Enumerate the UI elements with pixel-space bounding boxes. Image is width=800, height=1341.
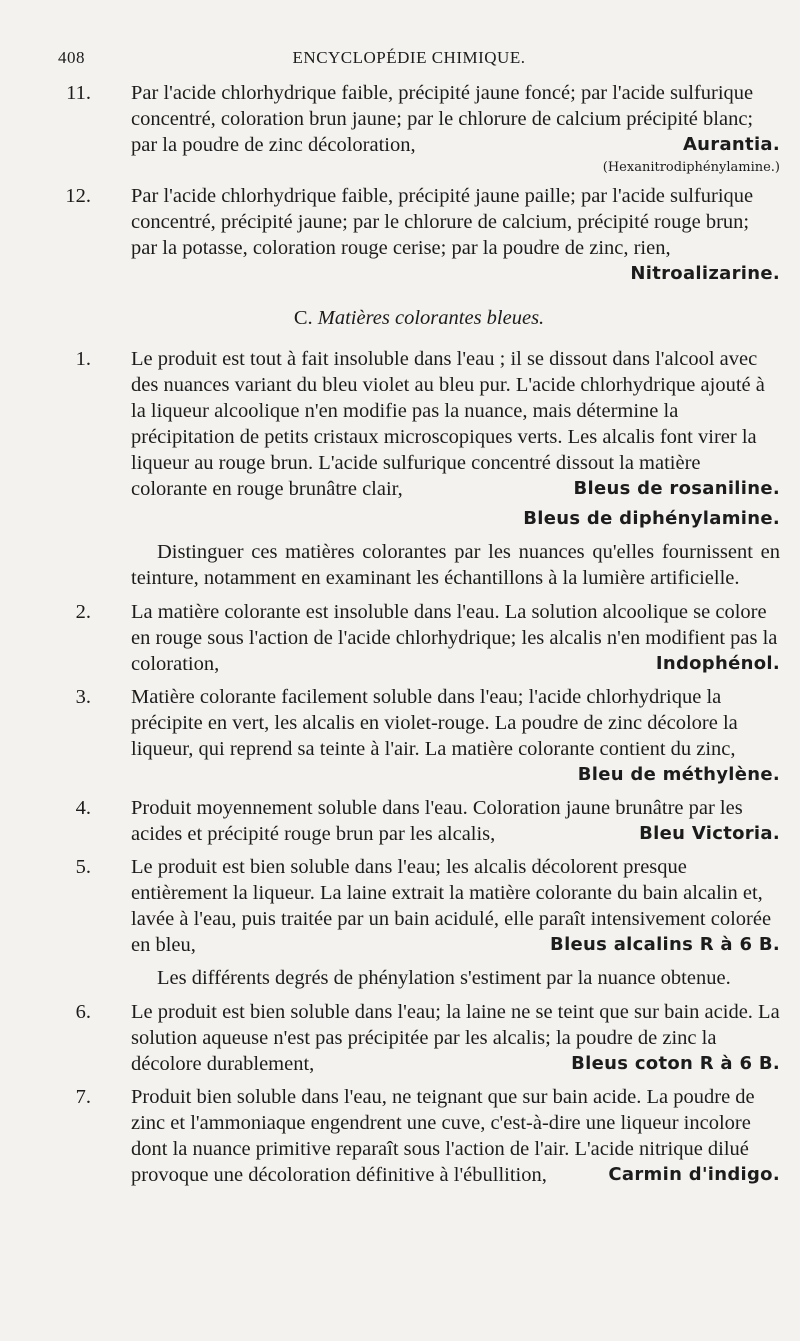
entry-text: Le produit est bien soluble dans l'eau; les alcalis décolorent presque entièrement la liqueur. La laine extrait la matière colorante du bain alcalin et, lavée à l'eau, puis traitée par un bain acidulé, elle paraît intensivement colorée en bleu, [131, 856, 772, 956]
entry-text: Par l'acide chlorhydrique faible, précipité jaune paille; par l'acide sulfurique concentré, précipité jaune; par le chlorure de calcium, précipité rouge brun; par la potasse, coloration rouge cerise; par la poudre de zinc, rien, [131, 185, 754, 259]
dye-name: Bleus de rosaniline. [573, 478, 780, 499]
dye-name: Nitroalizarine. [630, 263, 780, 284]
entry-3 [58, 684, 780, 788]
dye-name: Bleus alcalins R à 6 B. [550, 934, 780, 955]
section-letter: C. [293, 307, 313, 329]
entry-4 [58, 795, 780, 847]
page-header [58, 44, 760, 70]
entry-number: 12. [65, 185, 91, 207]
entry-number: 6. [75, 1001, 91, 1023]
dye-name: Bleu Victoria. [639, 823, 780, 844]
page-body [58, 80, 780, 1195]
entry-text: Produit moyennement soluble dans l'eau. Coloration jaune brunâtre par les acides et précipité rouge brun par les alcalis, [131, 797, 743, 845]
dye-subname: (Hexanitrodiphénylamine.) [602, 160, 780, 175]
entry-text: Produit bien soluble dans l'eau, ne teignant que sur bain acide. La poudre de zinc et l'ammoniaque engendrent une cuve, c'est-à-dire une liqueur incolore dont la nuance primitive reparaît sous l'action de l'air. L'acide nitrique dilué provoque une décoloration définitive à l'ébullition, [131, 1086, 755, 1186]
entry-number: 11. [66, 82, 91, 104]
dye-name: Bleus coton R à 6 B. [571, 1053, 780, 1074]
dye-name: Aurantia. [682, 134, 780, 155]
dye-name: Indophénol. [655, 653, 780, 674]
running-title: ENCYCLOPÉDIE CHIMIQUE. [292, 48, 526, 67]
entry-text: Le produit est bien soluble dans l'eau; la laine ne se teint que sur bain acide. La solution aqueuse n'est pas précipitée par les alcalis; la poudre de zinc la décolore durablement, [131, 1001, 780, 1075]
section-title [58, 307, 780, 330]
entry-12 [58, 183, 780, 287]
entry-5 [58, 854, 780, 958]
note-paragraph: Les différents degrés de phénylation s'estiment par la nuance obtenue. [157, 967, 731, 989]
entry-text: Matière colorante facilement soluble dans l'eau; l'acide chlorhydrique la précipite en vert, les alcalis en violet-rouge. La poudre de zinc décolore la liqueur, qui reprend sa teinte à l'air. La matière colorante contient du zinc, [131, 686, 738, 760]
dye-name: Bleu de méthylène. [577, 764, 780, 785]
entry-6 [58, 999, 780, 1077]
entry-7 [58, 1084, 780, 1188]
entry-text: Par l'acide chlorhydrique faible, précipité jaune foncé; par l'acide sulfurique concentré, coloration brun jaune; par le chlorure de calcium précipité blanc; par la poudre de zinc décoloration, [131, 82, 754, 156]
dye-name: Carmin d'indigo. [608, 1164, 780, 1185]
entry-11 [58, 80, 780, 176]
entry-number: 5. [75, 856, 91, 878]
entry-number: 3. [75, 686, 91, 708]
entry-text: Le produit est tout à fait insoluble dans l'eau ; il se dissout dans l'alcool avec des nuances variant du bleu violet au bleu pur. L'acide chlorhydrique ajouté à la liqueur alcoolique n'en modifie pas la nuance, mais détermine la précipitation de petits cristaux microscopiques verts. Les alcalis font virer la liqueur au rouge brun. L'acide sulfurique concentré dissout la matière colorante en rouge brunâtre clair, [131, 348, 765, 500]
note-paragraph: Distinguer ces matières colorantes par les nuances qu'elles fournissent en teinture, notamment en examinant les échantillons à la lumière artificielle. [131, 541, 780, 589]
entry-number: 2. [75, 601, 91, 623]
entry-text: La matière colorante est insoluble dans l'eau. La solution alcoolique se colore en rouge sous l'action de l'acide chlorhydrique; les alcalis n'en modifient pas la coloration, [131, 601, 778, 675]
section-heading: Matières colorantes bleues. [317, 307, 545, 329]
entry-2 [58, 599, 780, 677]
entry-number: 1. [75, 348, 91, 370]
dye-name-secondary: Bleus de diphénylamine. [523, 508, 780, 529]
entry-number: 7. [75, 1086, 91, 1108]
entry-number: 4. [75, 797, 91, 819]
entry-1 [58, 346, 780, 532]
page-number: 408 [58, 48, 85, 67]
